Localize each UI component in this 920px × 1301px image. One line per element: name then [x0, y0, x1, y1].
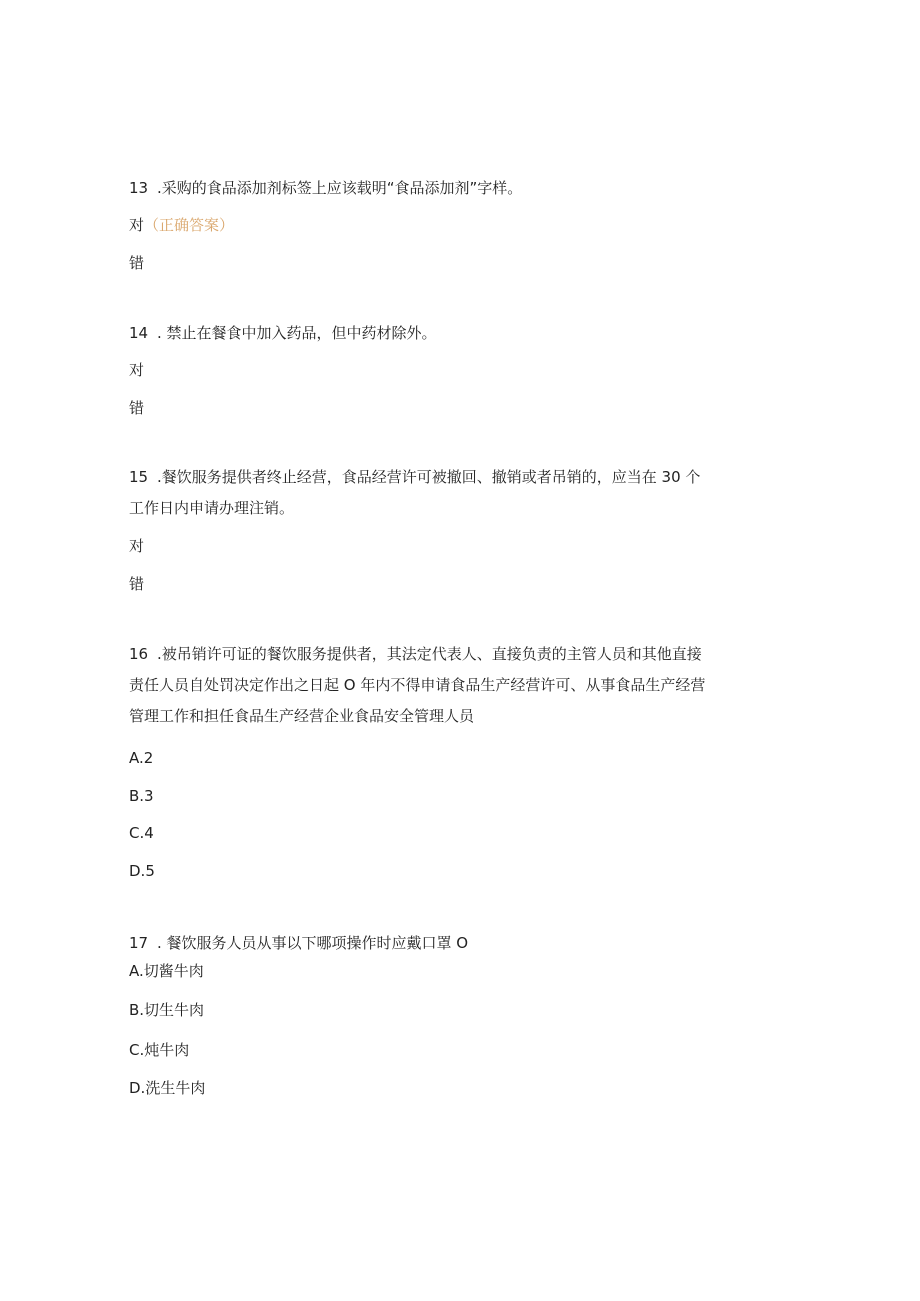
option-a[interactable]: [129, 961, 204, 981]
option-true[interactable]: [129, 360, 144, 380]
question-text-line-2: 工作日内申请办理注销。: [129, 499, 295, 517]
option-true[interactable]: [129, 215, 234, 235]
question-13: [129, 178, 522, 198]
question-text-line-2: 责任人员自处罚决定作出之日起 O 年内不得申请食品生产经营许可、从事食品生产经营: [129, 676, 706, 694]
option-false[interactable]: [129, 253, 144, 273]
question-17: [129, 933, 468, 953]
question-number: 15: [129, 468, 149, 486]
question-14: [129, 323, 437, 343]
option-label: 对: [129, 537, 145, 555]
option-b[interactable]: [129, 1000, 204, 1020]
question-text-line-1: .餐饮服务提供者终止经营，食品经营许可被撤回、撤销或者吊销的，应当在 30 个: [157, 468, 701, 486]
option-label: A.2: [129, 749, 154, 767]
option-b[interactable]: [129, 786, 154, 806]
question-text: . 餐饮服务人员从事以下哪项操作时应戴口罩 O: [157, 934, 469, 952]
question-15: [129, 467, 700, 487]
question-text-line-3: 管理工作和担任食品生产经营企业食品安全管理人员: [129, 707, 475, 725]
option-label: D.洗生牛肉: [129, 1079, 206, 1097]
option-label: A.切酱牛肉: [129, 962, 204, 980]
question-16: [129, 644, 702, 664]
option-label: 错: [129, 254, 145, 272]
option-label: 错: [129, 399, 145, 417]
question-number: 14: [129, 324, 149, 342]
option-c[interactable]: [129, 1040, 189, 1060]
option-c[interactable]: [129, 823, 154, 843]
correct-answer-tag: （正确答案）: [144, 216, 235, 234]
option-true[interactable]: [129, 536, 144, 556]
question-text-line-1: .被吊销许可证的餐饮服务提供者，其法定代表人、直接负责的主管人员和其他直接: [157, 645, 702, 663]
option-label: 错: [129, 575, 145, 593]
option-label: B.切生牛肉: [129, 1001, 205, 1019]
option-label: 对: [129, 216, 145, 234]
option-d[interactable]: [129, 1078, 205, 1098]
option-false[interactable]: [129, 398, 144, 418]
option-false[interactable]: [129, 574, 144, 594]
question-text: .采购的食品添加剂标签上应该载明“食品添加剂”字样。: [157, 179, 523, 197]
option-label: C.炖牛肉: [129, 1041, 190, 1059]
question-number: 16: [129, 645, 149, 663]
question-number: 17: [129, 934, 149, 952]
option-label: D.5: [129, 862, 155, 880]
question-number: 13: [129, 179, 149, 197]
question-16-continuation: [129, 706, 474, 726]
option-label: B.3: [129, 787, 154, 805]
question-16-continuation: [129, 675, 705, 695]
question-text: . 禁止在餐食中加入药品，但中药材除外。: [157, 324, 437, 342]
question-15-continuation: [129, 498, 294, 518]
option-label: C.4: [129, 824, 154, 842]
option-label: 对: [129, 361, 145, 379]
option-d[interactable]: [129, 861, 155, 881]
option-a[interactable]: [129, 748, 153, 768]
